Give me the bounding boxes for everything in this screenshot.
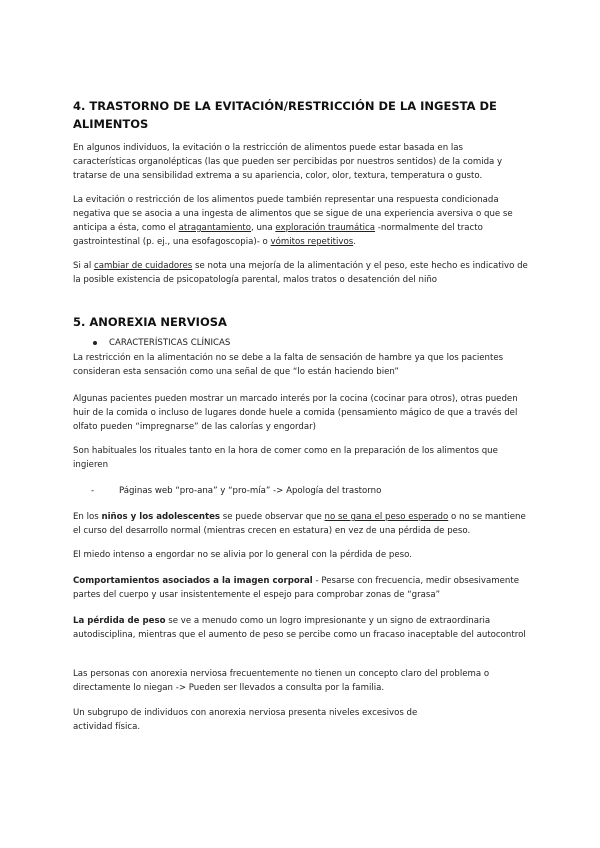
dash-mark: - bbox=[91, 486, 95, 496]
section-5-paragraph-4 bbox=[73, 510, 528, 538]
section-4-paragraph-1: En algunos individuos, la evitación o la restricción de alimentos puede estar basada en las características organolépticas (las que pueden ser percibidas por nuestros sentidos) de la comida y tratarse de una sensibilidad extrema a su apariencia, color, olor, textura, temperatura o gusto. bbox=[73, 143, 503, 181]
section-4-paragraph-3-block bbox=[73, 259, 528, 287]
underlined-term-peso: no se gana el peso esperado bbox=[324, 512, 449, 522]
section-5-paragraph-8: Las personas con anorexia nerviosa frecuentemente no tienen un concepto claro del problema o directamente lo niegan -> Pueden ser llevados a consulta por la familia. bbox=[73, 669, 490, 693]
section-5-heading: 5. ANOREXIA NERVIOSA bbox=[73, 315, 227, 329]
section-4-paragraph-1-block bbox=[73, 141, 528, 183]
section-5-paragraph-3-block bbox=[73, 444, 528, 472]
section-5-paragraph-7-block bbox=[73, 614, 528, 642]
text-run: En los bbox=[73, 512, 102, 522]
section-5-paragraph-3: Son habituales los rituales tanto en la hora de comer como en la preparación de los alimentos que ingieren bbox=[73, 446, 498, 470]
underlined-term-atragantamiento: atragantamiento bbox=[178, 223, 252, 233]
section-5-paragraph-5: El miedo intenso a engordar no se alivia por lo general con la pérdida de peso. bbox=[73, 550, 412, 560]
bold-term-ninos: niños y los adolescentes bbox=[101, 512, 221, 522]
section-5-paragraph-2: Algunas pacientes pueden mostrar un marcado interés por la cocina (cocinar para otros), otras pueden huir de la comida o incluso de lugares donde huele a comida (pensamiento mágico de que a través del olfato pueden “impregnarse” de las calorías y engordar) bbox=[73, 394, 518, 432]
section-5-dash-item-block bbox=[73, 484, 528, 498]
text-run: -normalmente del tracto gastrointestinal (p. ej., una esofagoscopia)- o bbox=[73, 223, 483, 247]
section-5-paragraph-9-block bbox=[73, 706, 528, 734]
text-run: . bbox=[353, 237, 356, 247]
section-5-bullet-block bbox=[73, 336, 528, 350]
section-5-paragraph-8-block bbox=[73, 667, 528, 695]
section-4-paragraph-3 bbox=[73, 259, 528, 287]
underlined-term-cuidadores: cambiar de cuidadores bbox=[93, 261, 193, 271]
section-5-paragraph-9-line-2: actividad física. bbox=[73, 722, 141, 732]
section-4-heading: 4. TRASTORNO DE LA EVITACIÓN/RESTRICCIÓN DE LA INGESTA DE ALIMENTOS bbox=[73, 99, 497, 131]
text-run: o no se mantiene el curso del desarrollo normal (mientras crecen en estatura) en vez de una pérdida de peso. bbox=[73, 512, 526, 536]
bold-term-imagen: Comportamientos asociados a la imagen corporal bbox=[73, 576, 313, 586]
section-4-paragraph-2-block bbox=[73, 193, 528, 249]
text-run: - Pesarse con frecuencia, medir obsesivamente partes del cuerpo y usar insistentemente el espejo para comprobar zonas de “grasa” bbox=[73, 576, 520, 600]
section-5-paragraph-2-block bbox=[73, 392, 528, 434]
section-5-paragraph-5-block bbox=[73, 548, 528, 562]
section-5-paragraph-7 bbox=[73, 614, 528, 642]
text-run: La evitación o restricción de los alimentos puede también representar una respuesta condicionada negativa que se asocia a una ingesta de alimentos que se sigue de una experiencia aversiva o que se anticipa a ésta, como el bbox=[73, 195, 513, 233]
text-run: se nota una mejoría de la alimentación y el peso, este hecho es indicativo de la posible existencia de psicopatología parental, malos tratos o desatención del niño bbox=[73, 261, 528, 285]
section-5-paragraph-6-block bbox=[73, 574, 528, 602]
text-run: se puede observar que bbox=[220, 512, 325, 522]
underlined-term-vomitos: vómitos repetitivos bbox=[270, 237, 354, 247]
text-run: , una bbox=[251, 223, 276, 233]
bold-term-perdida: La pérdida de peso bbox=[73, 616, 166, 626]
section-4-heading-block bbox=[73, 97, 528, 133]
section-5-paragraph-6 bbox=[73, 574, 528, 602]
text-run: Si al bbox=[73, 261, 94, 271]
section-5-paragraph-4-block bbox=[73, 510, 528, 538]
dash-list-item bbox=[73, 484, 528, 498]
dash-item-text: Páginas web “pro-ana” y “pro-mía” -> Apología del trastorno bbox=[119, 486, 382, 496]
section-5-paragraph-9-line-1: Un subgrupo de individuos con anorexia nerviosa presenta niveles excesivos de bbox=[73, 708, 418, 718]
section-5-paragraph-1-block bbox=[73, 351, 528, 379]
section-4-paragraph-2 bbox=[73, 193, 528, 249]
bullet-dot-icon bbox=[93, 341, 97, 345]
section-5-paragraph-1: La restricción en la alimentación no se debe a la falta de sensación de hambre ya que los pacientes consideran esta sensación como una señal de que “lo están haciendo bien” bbox=[73, 353, 504, 377]
text-run: se ve a menudo como un logro impresionante y un signo de extraordinaria autodisciplina, mientras que el aumento de peso se percibe como un fracaso inaceptable del autocontrol bbox=[73, 616, 526, 640]
bullet-label: CARACTERÍSTICAS CLÍNICAS bbox=[109, 338, 231, 348]
section-5-heading-block bbox=[73, 313, 528, 331]
underlined-term-exploracion: exploración traumática bbox=[275, 223, 376, 233]
bullet-item bbox=[73, 336, 528, 350]
